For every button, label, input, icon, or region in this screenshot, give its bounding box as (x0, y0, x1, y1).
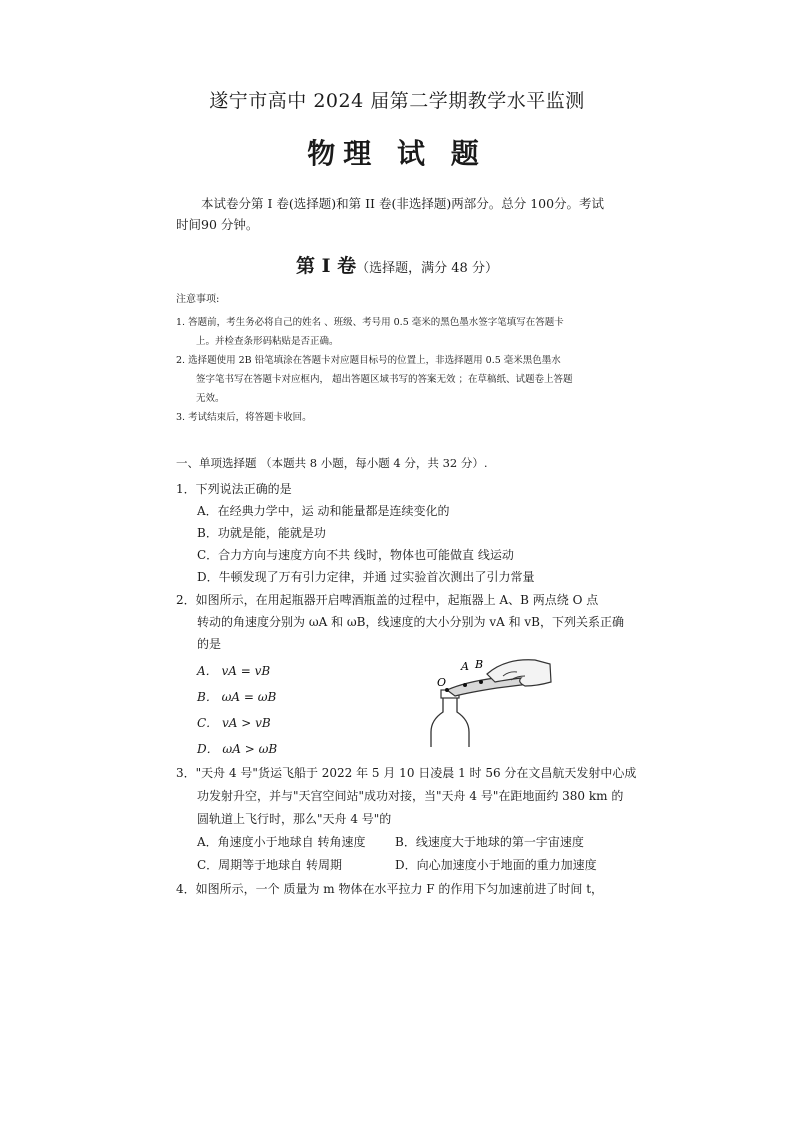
q2-stem-line-3: 的是 (197, 637, 222, 651)
notes-heading: 注意事项: (176, 294, 220, 305)
q4-stem-line-1: 4．如图所示，一个 质量为 m 物体在水平拉力 F 的作用下匀加速前进了时间 t， (176, 882, 604, 896)
q2-option-a: A． vA = vB (197, 664, 271, 678)
q3-option-d: D．向心加速度小于地面的重力加速度 (395, 858, 597, 872)
q3-option-a: A．角速度小于地球自 转角速度 (197, 835, 366, 849)
section-heading (0, 251, 794, 278)
q3-option-c: C．周期等于地球自 转周期 (197, 858, 342, 872)
exam-intro (176, 193, 616, 235)
exam-header: 遂宁市高中 2024 届第二学期教学水平监测 (209, 90, 585, 112)
label-a: A (461, 660, 469, 673)
intro-line-1: 本试卷分第 I 卷(选择题)和第 II 卷(非选择题)两部分。总分 100 (201, 196, 555, 211)
part-one-heading: 一、单项选择题 （本题共 8 小题，每小题 4 分，共 32 分）. (176, 456, 488, 470)
opener-handle (447, 676, 532, 696)
q1-option-b: B．功就是能，能就是功 (197, 526, 326, 540)
q3-option-b: B．线速度大于地球的第一宇宙速度 (395, 835, 584, 849)
exam-title: 物理 试 题 (307, 137, 487, 170)
q1-option-d: D．牛顿发现了万有引力定律，并通 过实验首次测出了引力常量 (197, 570, 535, 584)
bottle-opener-figure (425, 652, 555, 751)
label-o: O (437, 676, 447, 689)
q1-option-a: A．在经典力学中，运 动和能量都是连续变化的 (197, 504, 450, 518)
q1-stem: 1．下列说法正确的是 (176, 482, 292, 496)
bottle-outline (431, 697, 469, 747)
point-b-marker (479, 680, 483, 684)
note-2-line-3: 无效。 (196, 393, 225, 404)
q3-stem-line-3: 圆轨道上飞行时，那么"天舟 4 号"的 (197, 812, 392, 826)
note-1-line-2: 上。并检查条形码粘贴是否正确。 (196, 336, 339, 347)
note-2-line-2: 签字笔书写在答题卡对应框内， 超出答题区域书写的答案无效 ；在草稿纸、试题卷上答题 (196, 374, 573, 385)
note-3: 3. 考试结束后，将答题卡收回。 (176, 412, 312, 423)
q2-option-c: C． vA > vB (197, 716, 271, 730)
q2-stem-line-2: 转动的角速度分别为 ωA 和 ωB，线速度的大小分别为 vA 和 vB，下列关系正确 (197, 615, 624, 629)
intro-line-2: 分。考试时间90 分钟。 (176, 196, 605, 232)
section-title: 第 Ⅰ 卷 (296, 255, 357, 277)
note-1-line-1: 1. 答题前，考生务必将自己的姓名 、班级、考号用 0.5 毫米的黑色墨水签字笔填写在答题卡 (176, 317, 564, 328)
note-2-line-1: 2. 选择题使用 2B 铅笔填涂在答题卡对应题目标号的位置上，非选择题用 0.5 毫米黑色墨水 (176, 355, 561, 366)
q2-option-d: D． ωA > ωB (197, 742, 278, 756)
q2-stem-line-1: 2．如图所示，在用起瓶器开启啤酒瓶盖的过程中，起瓶器上 A、B 两点绕 O 点 (176, 593, 599, 607)
q2-option-b: B． ωA = ωB (197, 690, 277, 704)
label-b: B (475, 658, 484, 671)
bottle-opener-illustration (425, 652, 555, 747)
point-a-marker (463, 683, 467, 687)
section-subtitle: （选择题，满分 48 分） (356, 261, 498, 276)
q3-stem-line-2: 功发射升空，并与"天宫空间站"成功对接，当"天舟 4 号"在距地面约 380 km 的 (197, 789, 624, 803)
q1-option-c: C．合力方向与速度方向不共 线时，物体也可能做直 线运动 (197, 548, 514, 562)
q3-stem-line-1: 3．"天舟 4 号"货运飞船于 2022 年 5 月 10 日凌晨 1 时 56 分在文昌航天发射中心成 (176, 766, 637, 780)
